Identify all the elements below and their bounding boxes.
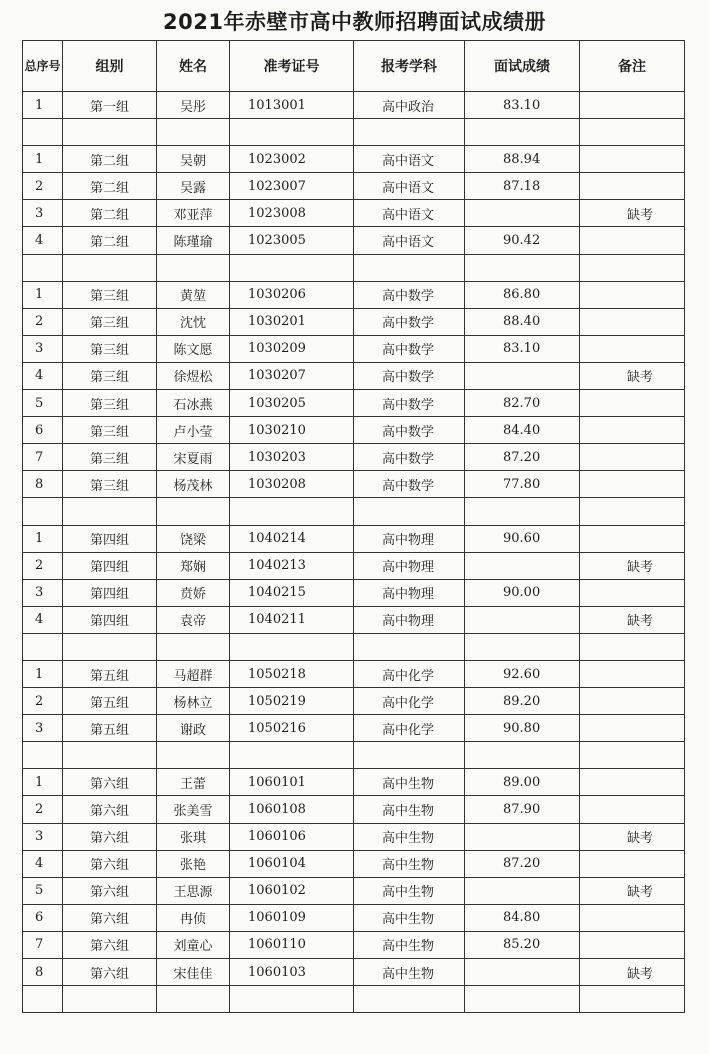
spacer-cell — [157, 986, 230, 1013]
cell-name: 饶梁 — [157, 525, 230, 552]
cell-index: 2 — [23, 308, 63, 335]
spacer-cell — [230, 119, 354, 146]
cell-remark — [580, 308, 685, 335]
cell-index: 1 — [23, 146, 63, 173]
cell-score: 87.20 — [465, 850, 580, 877]
cell-remark — [580, 525, 685, 552]
header-score: 面试成绩 — [465, 41, 580, 92]
score-table — [22, 40, 685, 1013]
cell-ticket: 1023007 — [230, 173, 354, 200]
cell-name: 马超群 — [157, 660, 230, 687]
cell-index: 8 — [23, 959, 63, 986]
table-row — [23, 769, 685, 796]
cell-index: 2 — [23, 688, 63, 715]
cell-subject: 高中生物 — [354, 877, 465, 904]
cell-ticket: 1030205 — [230, 390, 354, 417]
cell-ticket: 1060103 — [230, 959, 354, 986]
cell-group: 第四组 — [63, 552, 157, 579]
cell-subject: 高中数学 — [354, 390, 465, 417]
spacer-row — [23, 633, 685, 660]
header-index: 总序号 — [23, 41, 63, 92]
cell-index: 3 — [23, 823, 63, 850]
cell-remark: 缺考 — [580, 606, 685, 633]
cell-group: 第二组 — [63, 200, 157, 227]
cell-score: 87.18 — [465, 173, 580, 200]
spacer-cell — [63, 498, 157, 525]
cell-subject: 高中数学 — [354, 417, 465, 444]
cell-group: 第三组 — [63, 471, 157, 498]
table-row — [23, 715, 685, 742]
cell-score: 87.20 — [465, 444, 580, 471]
cell-index: 2 — [23, 796, 63, 823]
spacer-cell — [23, 119, 63, 146]
cell-subject: 高中数学 — [354, 335, 465, 362]
table-row — [23, 850, 685, 877]
spacer-cell — [354, 498, 465, 525]
table-row — [23, 688, 685, 715]
cell-ticket: 1050216 — [230, 715, 354, 742]
cell-group: 第三组 — [63, 308, 157, 335]
cell-group: 第二组 — [63, 173, 157, 200]
spacer-cell — [63, 986, 157, 1013]
cell-ticket: 1013001 — [230, 92, 354, 119]
spacer-cell — [354, 633, 465, 660]
table-row — [23, 227, 685, 254]
cell-index: 2 — [23, 552, 63, 579]
spacer-cell — [354, 119, 465, 146]
cell-ticket: 1060106 — [230, 823, 354, 850]
cell-remark: 缺考 — [580, 362, 685, 389]
cell-ticket: 1023008 — [230, 200, 354, 227]
cell-subject: 高中数学 — [354, 471, 465, 498]
cell-group: 第二组 — [63, 146, 157, 173]
cell-remark — [580, 417, 685, 444]
table-row — [23, 525, 685, 552]
spacer-cell — [465, 633, 580, 660]
cell-remark — [580, 660, 685, 687]
spacer-row — [23, 254, 685, 281]
cell-score: 84.40 — [465, 417, 580, 444]
cell-group: 第三组 — [63, 444, 157, 471]
cell-score: 85.20 — [465, 931, 580, 958]
cell-ticket: 1060102 — [230, 877, 354, 904]
spacer-cell — [580, 742, 685, 769]
cell-remark — [580, 146, 685, 173]
cell-name: 刘童心 — [157, 931, 230, 958]
header-ticket: 准考证号 — [230, 41, 354, 92]
spacer-cell — [157, 633, 230, 660]
cell-score — [465, 877, 580, 904]
spacer-cell — [63, 254, 157, 281]
spacer-row — [23, 119, 685, 146]
table-row — [23, 904, 685, 931]
cell-ticket: 1060109 — [230, 904, 354, 931]
spacer-cell — [230, 498, 354, 525]
cell-score: 88.94 — [465, 146, 580, 173]
spacer-cell — [230, 254, 354, 281]
cell-group: 第六组 — [63, 823, 157, 850]
cell-name: 杨茂林 — [157, 471, 230, 498]
cell-group: 第六组 — [63, 796, 157, 823]
cell-ticket: 1030206 — [230, 281, 354, 308]
header-name: 姓名 — [157, 41, 230, 92]
cell-index: 8 — [23, 471, 63, 498]
cell-score — [465, 362, 580, 389]
cell-index: 4 — [23, 227, 63, 254]
cell-name: 杨林立 — [157, 688, 230, 715]
spacer-cell — [354, 254, 465, 281]
cell-index: 4 — [23, 606, 63, 633]
cell-ticket: 1050219 — [230, 688, 354, 715]
cell-group: 第六组 — [63, 877, 157, 904]
spacer-row — [23, 742, 685, 769]
cell-subject: 高中物理 — [354, 606, 465, 633]
spacer-cell — [230, 633, 354, 660]
table-row — [23, 362, 685, 389]
cell-name: 徐煜松 — [157, 362, 230, 389]
cell-group: 第五组 — [63, 688, 157, 715]
cell-group: 第四组 — [63, 606, 157, 633]
cell-group: 第六组 — [63, 931, 157, 958]
spacer-cell — [230, 742, 354, 769]
cell-score — [465, 606, 580, 633]
cell-subject: 高中语文 — [354, 200, 465, 227]
table-row — [23, 335, 685, 362]
spacer-cell — [157, 119, 230, 146]
table-row — [23, 173, 685, 200]
cell-subject: 高中化学 — [354, 688, 465, 715]
cell-score: 92.60 — [465, 660, 580, 687]
cell-ticket: 1030201 — [230, 308, 354, 335]
cell-remark — [580, 931, 685, 958]
cell-remark — [580, 335, 685, 362]
cell-remark — [580, 769, 685, 796]
cell-group: 第六组 — [63, 769, 157, 796]
cell-index: 1 — [23, 92, 63, 119]
spacer-cell — [580, 119, 685, 146]
table-row — [23, 823, 685, 850]
table-row — [23, 552, 685, 579]
spacer-cell — [63, 633, 157, 660]
cell-remark — [580, 688, 685, 715]
cell-index: 7 — [23, 444, 63, 471]
cell-index: 3 — [23, 715, 63, 742]
spacer-cell — [157, 254, 230, 281]
cell-name: 宋夏雨 — [157, 444, 230, 471]
cell-index: 7 — [23, 931, 63, 958]
cell-name: 谢政 — [157, 715, 230, 742]
spacer-cell — [580, 498, 685, 525]
cell-score: 83.10 — [465, 92, 580, 119]
cell-name: 张琪 — [157, 823, 230, 850]
cell-index: 5 — [23, 877, 63, 904]
cell-name: 冉侦 — [157, 904, 230, 931]
cell-index: 1 — [23, 525, 63, 552]
cell-score: 90.80 — [465, 715, 580, 742]
cell-remark — [580, 715, 685, 742]
table-row — [23, 931, 685, 958]
cell-ticket: 1040211 — [230, 606, 354, 633]
spacer-cell — [63, 119, 157, 146]
cell-name: 王蕾 — [157, 769, 230, 796]
spacer-cell — [580, 986, 685, 1013]
cell-subject: 高中数学 — [354, 281, 465, 308]
cell-index: 1 — [23, 281, 63, 308]
cell-score: 88.40 — [465, 308, 580, 335]
cell-remark — [580, 904, 685, 931]
table-row — [23, 417, 685, 444]
spacer-cell — [354, 986, 465, 1013]
cell-group: 第三组 — [63, 362, 157, 389]
cell-remark: 缺考 — [580, 552, 685, 579]
cell-score: 83.10 — [465, 335, 580, 362]
table-row — [23, 281, 685, 308]
header-row — [23, 41, 685, 92]
table-row — [23, 579, 685, 606]
cell-ticket: 1030208 — [230, 471, 354, 498]
cell-name: 吴彤 — [157, 92, 230, 119]
spacer-cell — [23, 498, 63, 525]
cell-ticket: 1023002 — [230, 146, 354, 173]
table-row — [23, 877, 685, 904]
page-title: 2021年赤壁市高中教师招聘面试成绩册 — [163, 10, 546, 34]
cell-ticket: 1023005 — [230, 227, 354, 254]
cell-index: 3 — [23, 200, 63, 227]
cell-score: 86.80 — [465, 281, 580, 308]
table-row — [23, 444, 685, 471]
cell-subject: 高中生物 — [354, 796, 465, 823]
cell-subject: 高中生物 — [354, 959, 465, 986]
cell-index: 1 — [23, 660, 63, 687]
cell-remark: 缺考 — [580, 959, 685, 986]
cell-group: 第三组 — [63, 281, 157, 308]
cell-ticket: 1040213 — [230, 552, 354, 579]
spacer-cell — [465, 119, 580, 146]
cell-ticket: 1040214 — [230, 525, 354, 552]
cell-score: 89.20 — [465, 688, 580, 715]
spacer-cell — [580, 254, 685, 281]
cell-remark — [580, 444, 685, 471]
table-row — [23, 390, 685, 417]
cell-name: 邓亚萍 — [157, 200, 230, 227]
spacer-cell — [23, 742, 63, 769]
cell-name: 贲娇 — [157, 579, 230, 606]
cell-score — [465, 959, 580, 986]
cell-ticket: 1060108 — [230, 796, 354, 823]
cell-name: 沈忱 — [157, 308, 230, 335]
cell-name: 郑娴 — [157, 552, 230, 579]
table-row — [23, 92, 685, 119]
spacer-cell — [230, 986, 354, 1013]
cell-name: 宋佳佳 — [157, 959, 230, 986]
cell-score: 90.42 — [465, 227, 580, 254]
cell-group: 第五组 — [63, 660, 157, 687]
cell-subject: 高中政治 — [354, 92, 465, 119]
header-group: 组别 — [63, 41, 157, 92]
cell-subject: 高中数学 — [354, 308, 465, 335]
table-row — [23, 146, 685, 173]
spacer-cell — [63, 742, 157, 769]
cell-index: 6 — [23, 904, 63, 931]
cell-index: 3 — [23, 335, 63, 362]
cell-group: 第三组 — [63, 390, 157, 417]
table-row — [23, 959, 685, 986]
cell-name: 张艳 — [157, 850, 230, 877]
cell-name: 黄堃 — [157, 281, 230, 308]
cell-remark — [580, 227, 685, 254]
table-row — [23, 308, 685, 335]
spacer-cell — [23, 986, 63, 1013]
table-row — [23, 200, 685, 227]
cell-group: 第四组 — [63, 579, 157, 606]
table-body — [23, 92, 685, 1013]
cell-score — [465, 200, 580, 227]
cell-score — [465, 823, 580, 850]
cell-index: 4 — [23, 362, 63, 389]
cell-remark: 缺考 — [580, 823, 685, 850]
cell-group: 第二组 — [63, 227, 157, 254]
cell-ticket: 1060104 — [230, 850, 354, 877]
cell-remark — [580, 281, 685, 308]
cell-index: 5 — [23, 390, 63, 417]
table-row — [23, 471, 685, 498]
cell-name: 卢小莹 — [157, 417, 230, 444]
cell-remark: 缺考 — [580, 200, 685, 227]
cell-group: 第一组 — [63, 92, 157, 119]
cell-subject: 高中物理 — [354, 525, 465, 552]
cell-score: 77.80 — [465, 471, 580, 498]
spacer-cell — [465, 742, 580, 769]
spacer-cell — [157, 742, 230, 769]
cell-score — [465, 552, 580, 579]
cell-subject: 高中生物 — [354, 850, 465, 877]
spacer-cell — [354, 742, 465, 769]
cell-subject: 高中物理 — [354, 552, 465, 579]
cell-subject: 高中生物 — [354, 823, 465, 850]
cell-remark — [580, 850, 685, 877]
cell-subject: 高中化学 — [354, 715, 465, 742]
cell-remark — [580, 796, 685, 823]
cell-ticket: 1030203 — [230, 444, 354, 471]
cell-group: 第四组 — [63, 525, 157, 552]
cell-name: 张美雪 — [157, 796, 230, 823]
spacer-cell — [465, 498, 580, 525]
cell-ticket: 1050218 — [230, 660, 354, 687]
cell-name: 吴朝 — [157, 146, 230, 173]
cell-ticket: 1030207 — [230, 362, 354, 389]
spacer-cell — [23, 633, 63, 660]
cell-score: 82.70 — [465, 390, 580, 417]
cell-subject: 高中生物 — [354, 931, 465, 958]
cell-remark — [580, 390, 685, 417]
cell-group: 第三组 — [63, 335, 157, 362]
spacer-cell — [23, 254, 63, 281]
spacer-cell — [465, 254, 580, 281]
cell-subject: 高中物理 — [354, 579, 465, 606]
header-subject: 报考学科 — [354, 41, 465, 92]
cell-subject: 高中语文 — [354, 227, 465, 254]
cell-name: 吴露 — [157, 173, 230, 200]
cell-subject: 高中数学 — [354, 362, 465, 389]
table-row — [23, 796, 685, 823]
cell-score: 90.60 — [465, 525, 580, 552]
cell-subject: 高中数学 — [354, 444, 465, 471]
cell-remark — [580, 173, 685, 200]
spacer-cell — [465, 986, 580, 1013]
cell-name: 陈瑾瑜 — [157, 227, 230, 254]
cell-index: 6 — [23, 417, 63, 444]
cell-subject: 高中语文 — [354, 173, 465, 200]
table-row — [23, 660, 685, 687]
spacer-cell — [580, 633, 685, 660]
cell-index: 1 — [23, 769, 63, 796]
cell-remark — [580, 471, 685, 498]
cell-group: 第五组 — [63, 715, 157, 742]
cell-name: 王思源 — [157, 877, 230, 904]
header-remark: 备注 — [580, 41, 685, 92]
cell-remark — [580, 92, 685, 119]
cell-name: 袁帝 — [157, 606, 230, 633]
cell-score: 90.00 — [465, 579, 580, 606]
cell-score: 87.90 — [465, 796, 580, 823]
cell-subject: 高中生物 — [354, 769, 465, 796]
cell-ticket: 1040215 — [230, 579, 354, 606]
cell-subject: 高中生物 — [354, 904, 465, 931]
cell-score: 89.00 — [465, 769, 580, 796]
cell-index: 3 — [23, 579, 63, 606]
cell-group: 第六组 — [63, 959, 157, 986]
cell-ticket: 1030209 — [230, 335, 354, 362]
cell-remark: 缺考 — [580, 877, 685, 904]
cell-name: 石冰燕 — [157, 390, 230, 417]
cell-name: 陈文愿 — [157, 335, 230, 362]
cell-remark — [580, 579, 685, 606]
cell-index: 2 — [23, 173, 63, 200]
cell-group: 第六组 — [63, 850, 157, 877]
table-row — [23, 606, 685, 633]
cell-ticket: 1060101 — [230, 769, 354, 796]
cell-ticket: 1060110 — [230, 931, 354, 958]
cell-score: 84.80 — [465, 904, 580, 931]
cell-group: 第三组 — [63, 417, 157, 444]
cell-index: 4 — [23, 850, 63, 877]
cell-ticket: 1030210 — [230, 417, 354, 444]
spacer-cell — [157, 498, 230, 525]
cell-subject: 高中语文 — [354, 146, 465, 173]
cell-group: 第六组 — [63, 904, 157, 931]
spacer-row — [23, 498, 685, 525]
cell-subject: 高中化学 — [354, 660, 465, 687]
spacer-row — [23, 986, 685, 1013]
